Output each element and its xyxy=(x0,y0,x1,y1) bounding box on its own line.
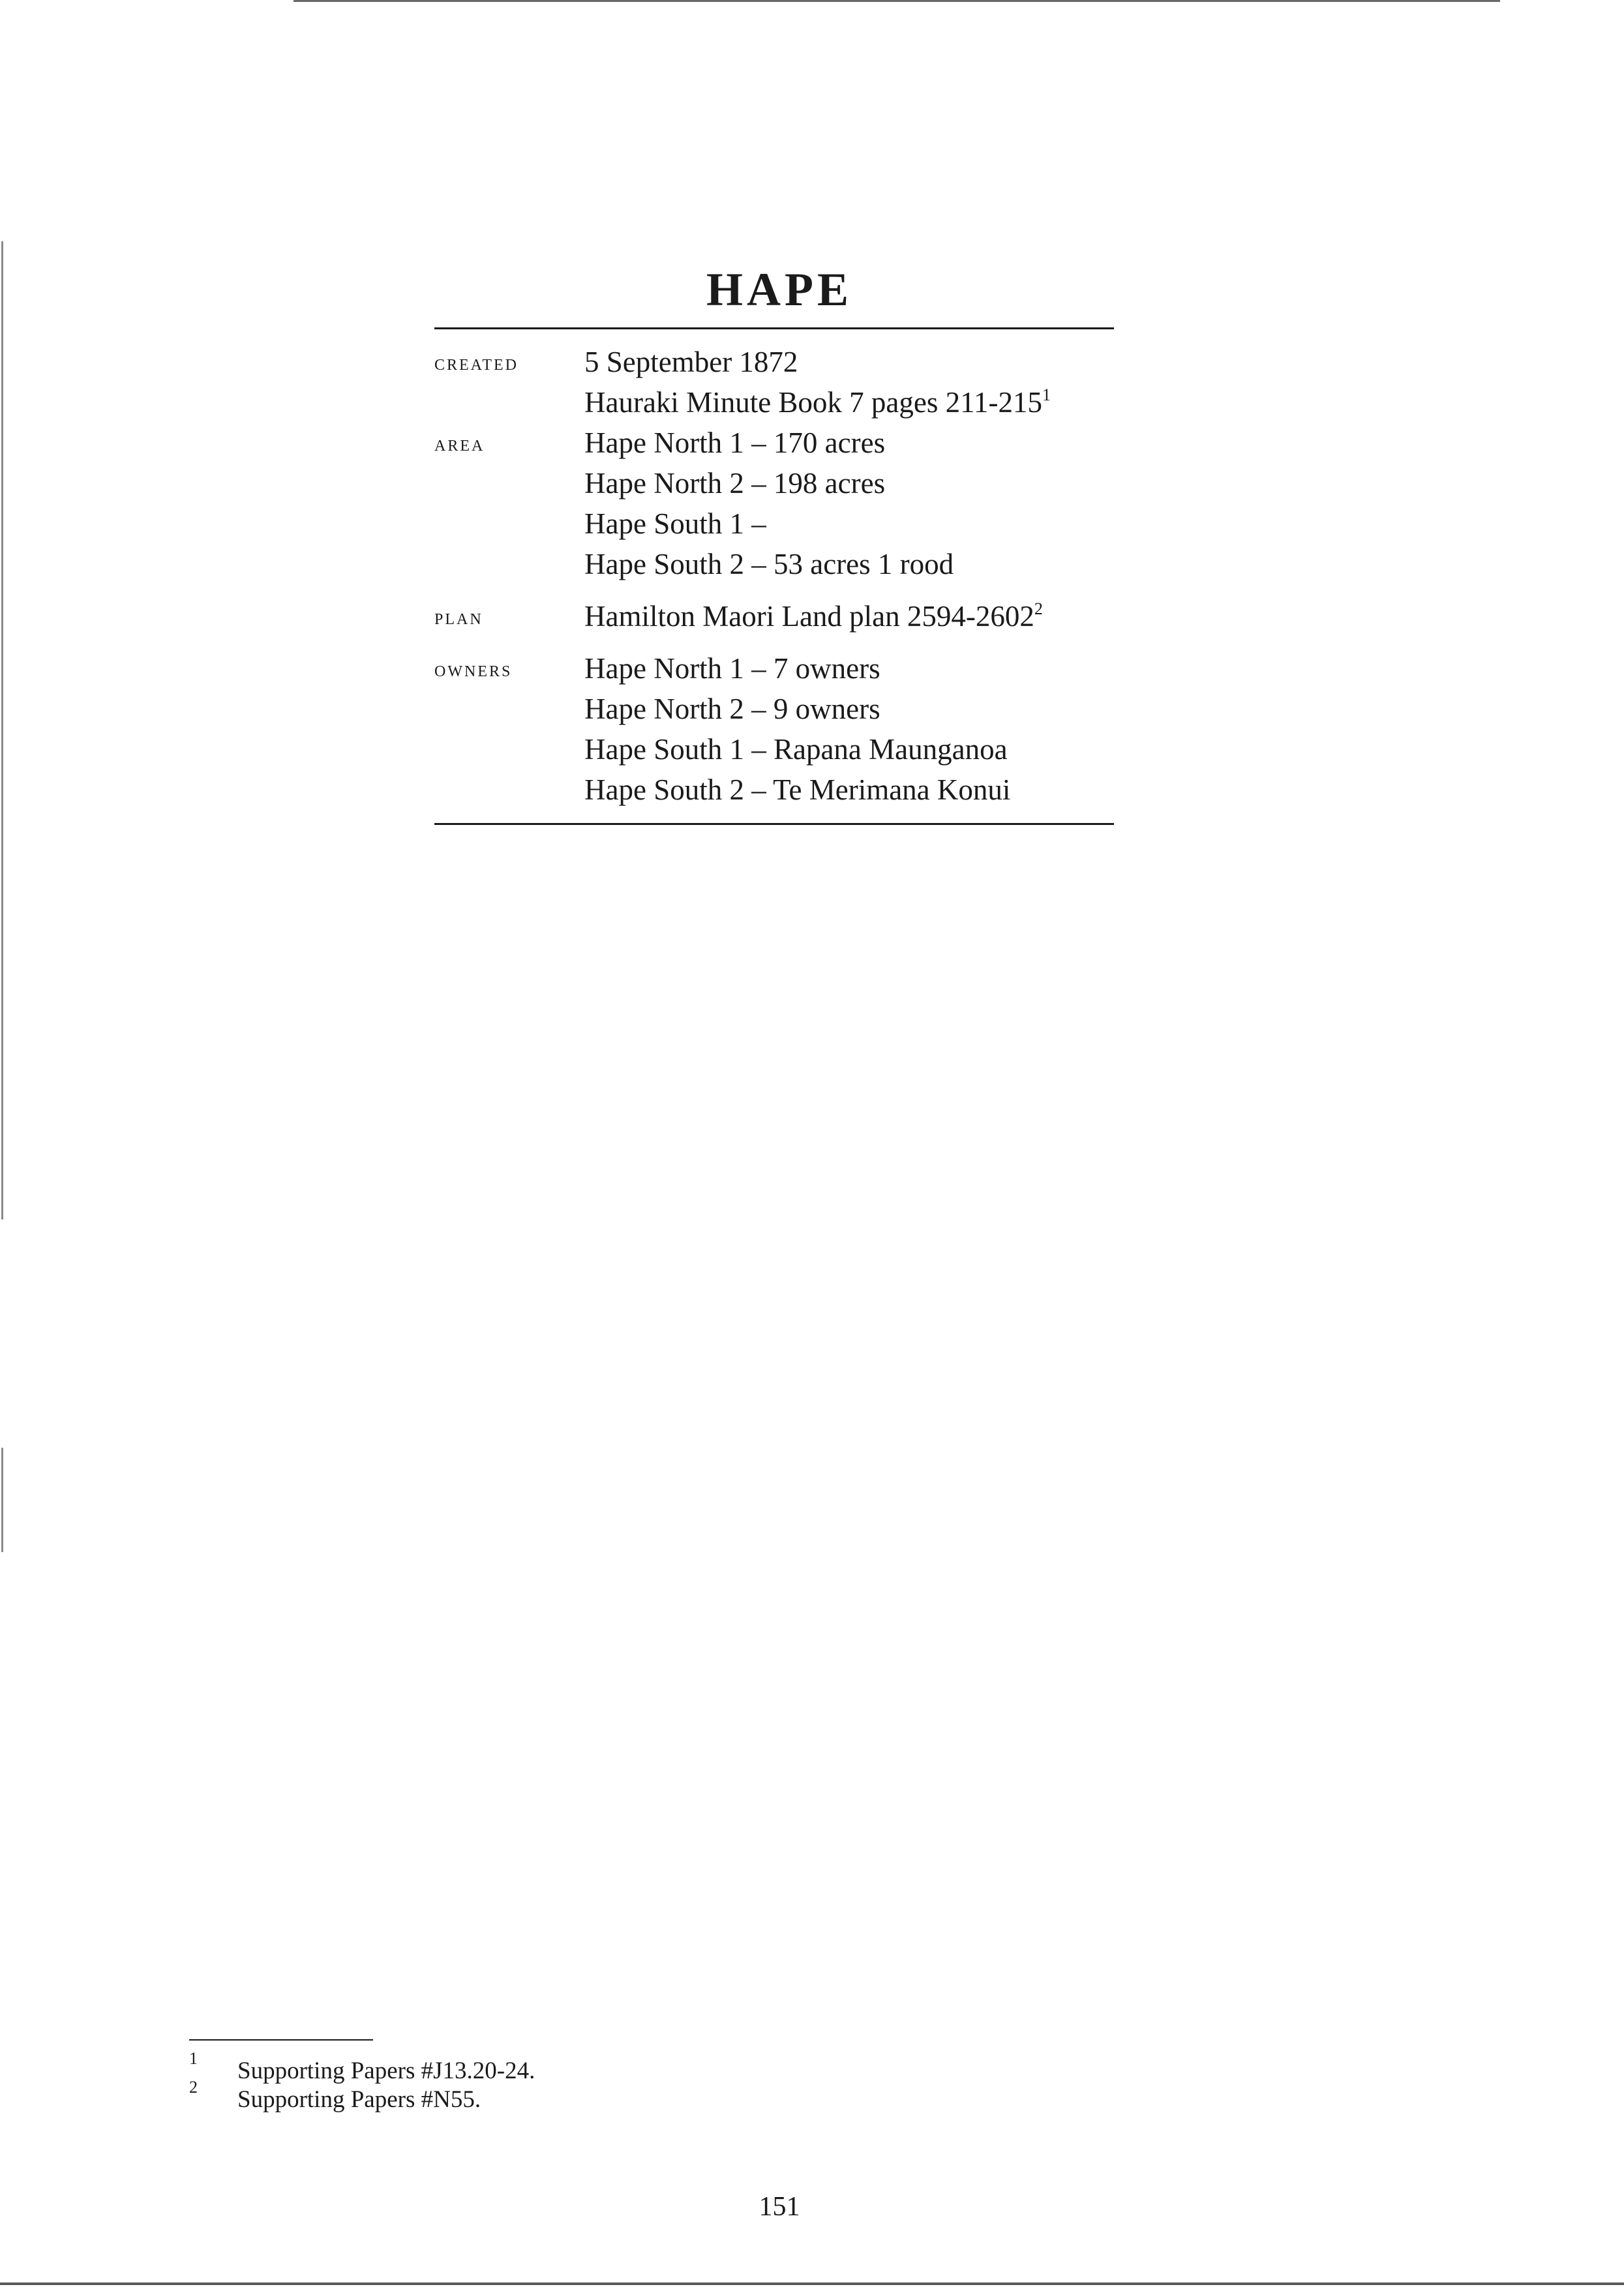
entry-values xyxy=(584,596,1043,636)
scan-edge-left xyxy=(1,241,3,1219)
table-bottom-rule xyxy=(434,823,1114,825)
footnote-number: 1 xyxy=(189,2049,198,2068)
entry-line xyxy=(584,463,954,503)
footnote-rule xyxy=(189,2039,373,2041)
entry-line xyxy=(584,689,1010,729)
entry-line xyxy=(584,503,954,544)
line-text: Hape South 1 – Rapana Maunganoa xyxy=(584,733,1008,766)
entry-line xyxy=(584,382,1051,423)
entry-label: area xyxy=(434,432,485,456)
line-text: Hape South 2 – 53 acres 1 rood xyxy=(584,548,954,580)
entry-values xyxy=(584,423,954,584)
table-top-rule xyxy=(434,327,1114,329)
page-title: HAPE xyxy=(706,263,852,316)
line-text: Hape North 1 – 7 owners xyxy=(584,652,880,685)
entry-line xyxy=(584,544,954,584)
page-number: 151 xyxy=(759,2192,800,2222)
footnote-text: Supporting Papers #N55. xyxy=(237,2086,481,2113)
line-text: Hape North 2 – 9 owners xyxy=(584,693,880,725)
entry-line xyxy=(584,342,1051,382)
scan-edge-top xyxy=(293,0,1500,2)
entry-line xyxy=(584,596,1043,636)
line-text: Hape North 2 – 198 acres xyxy=(584,467,886,500)
entry-label: plan xyxy=(434,605,483,629)
line-text: Hape South 2 – Te Merimana Konui xyxy=(584,773,1011,806)
entry-line xyxy=(584,729,1010,770)
entry-values xyxy=(584,648,1010,810)
footnote-ref: 1 xyxy=(1042,385,1051,404)
line-text: Hamilton Maori Land plan 2594-2602 xyxy=(584,600,1034,633)
footnote-ref: 2 xyxy=(1034,599,1043,618)
entry-line xyxy=(584,648,1010,689)
entry-values xyxy=(584,342,1051,423)
line-text: Hape South 1 – xyxy=(584,507,766,540)
scan-edge-bottom xyxy=(0,2282,1624,2285)
line-text: 5 September 1872 xyxy=(584,346,798,378)
entry-label: created xyxy=(434,351,519,375)
entry-label: owners xyxy=(434,657,513,681)
scan-edge-left-lower xyxy=(1,1448,3,1552)
footnote-text: Supporting Papers #J13.20-24. xyxy=(237,2057,535,2084)
footnote-number: 2 xyxy=(189,2078,198,2097)
entry-line xyxy=(584,770,1010,810)
entry-line xyxy=(584,423,954,463)
line-text: Hape North 1 – 170 acres xyxy=(584,426,886,459)
line-text: Hauraki Minute Book 7 pages 211-215 xyxy=(584,386,1042,419)
